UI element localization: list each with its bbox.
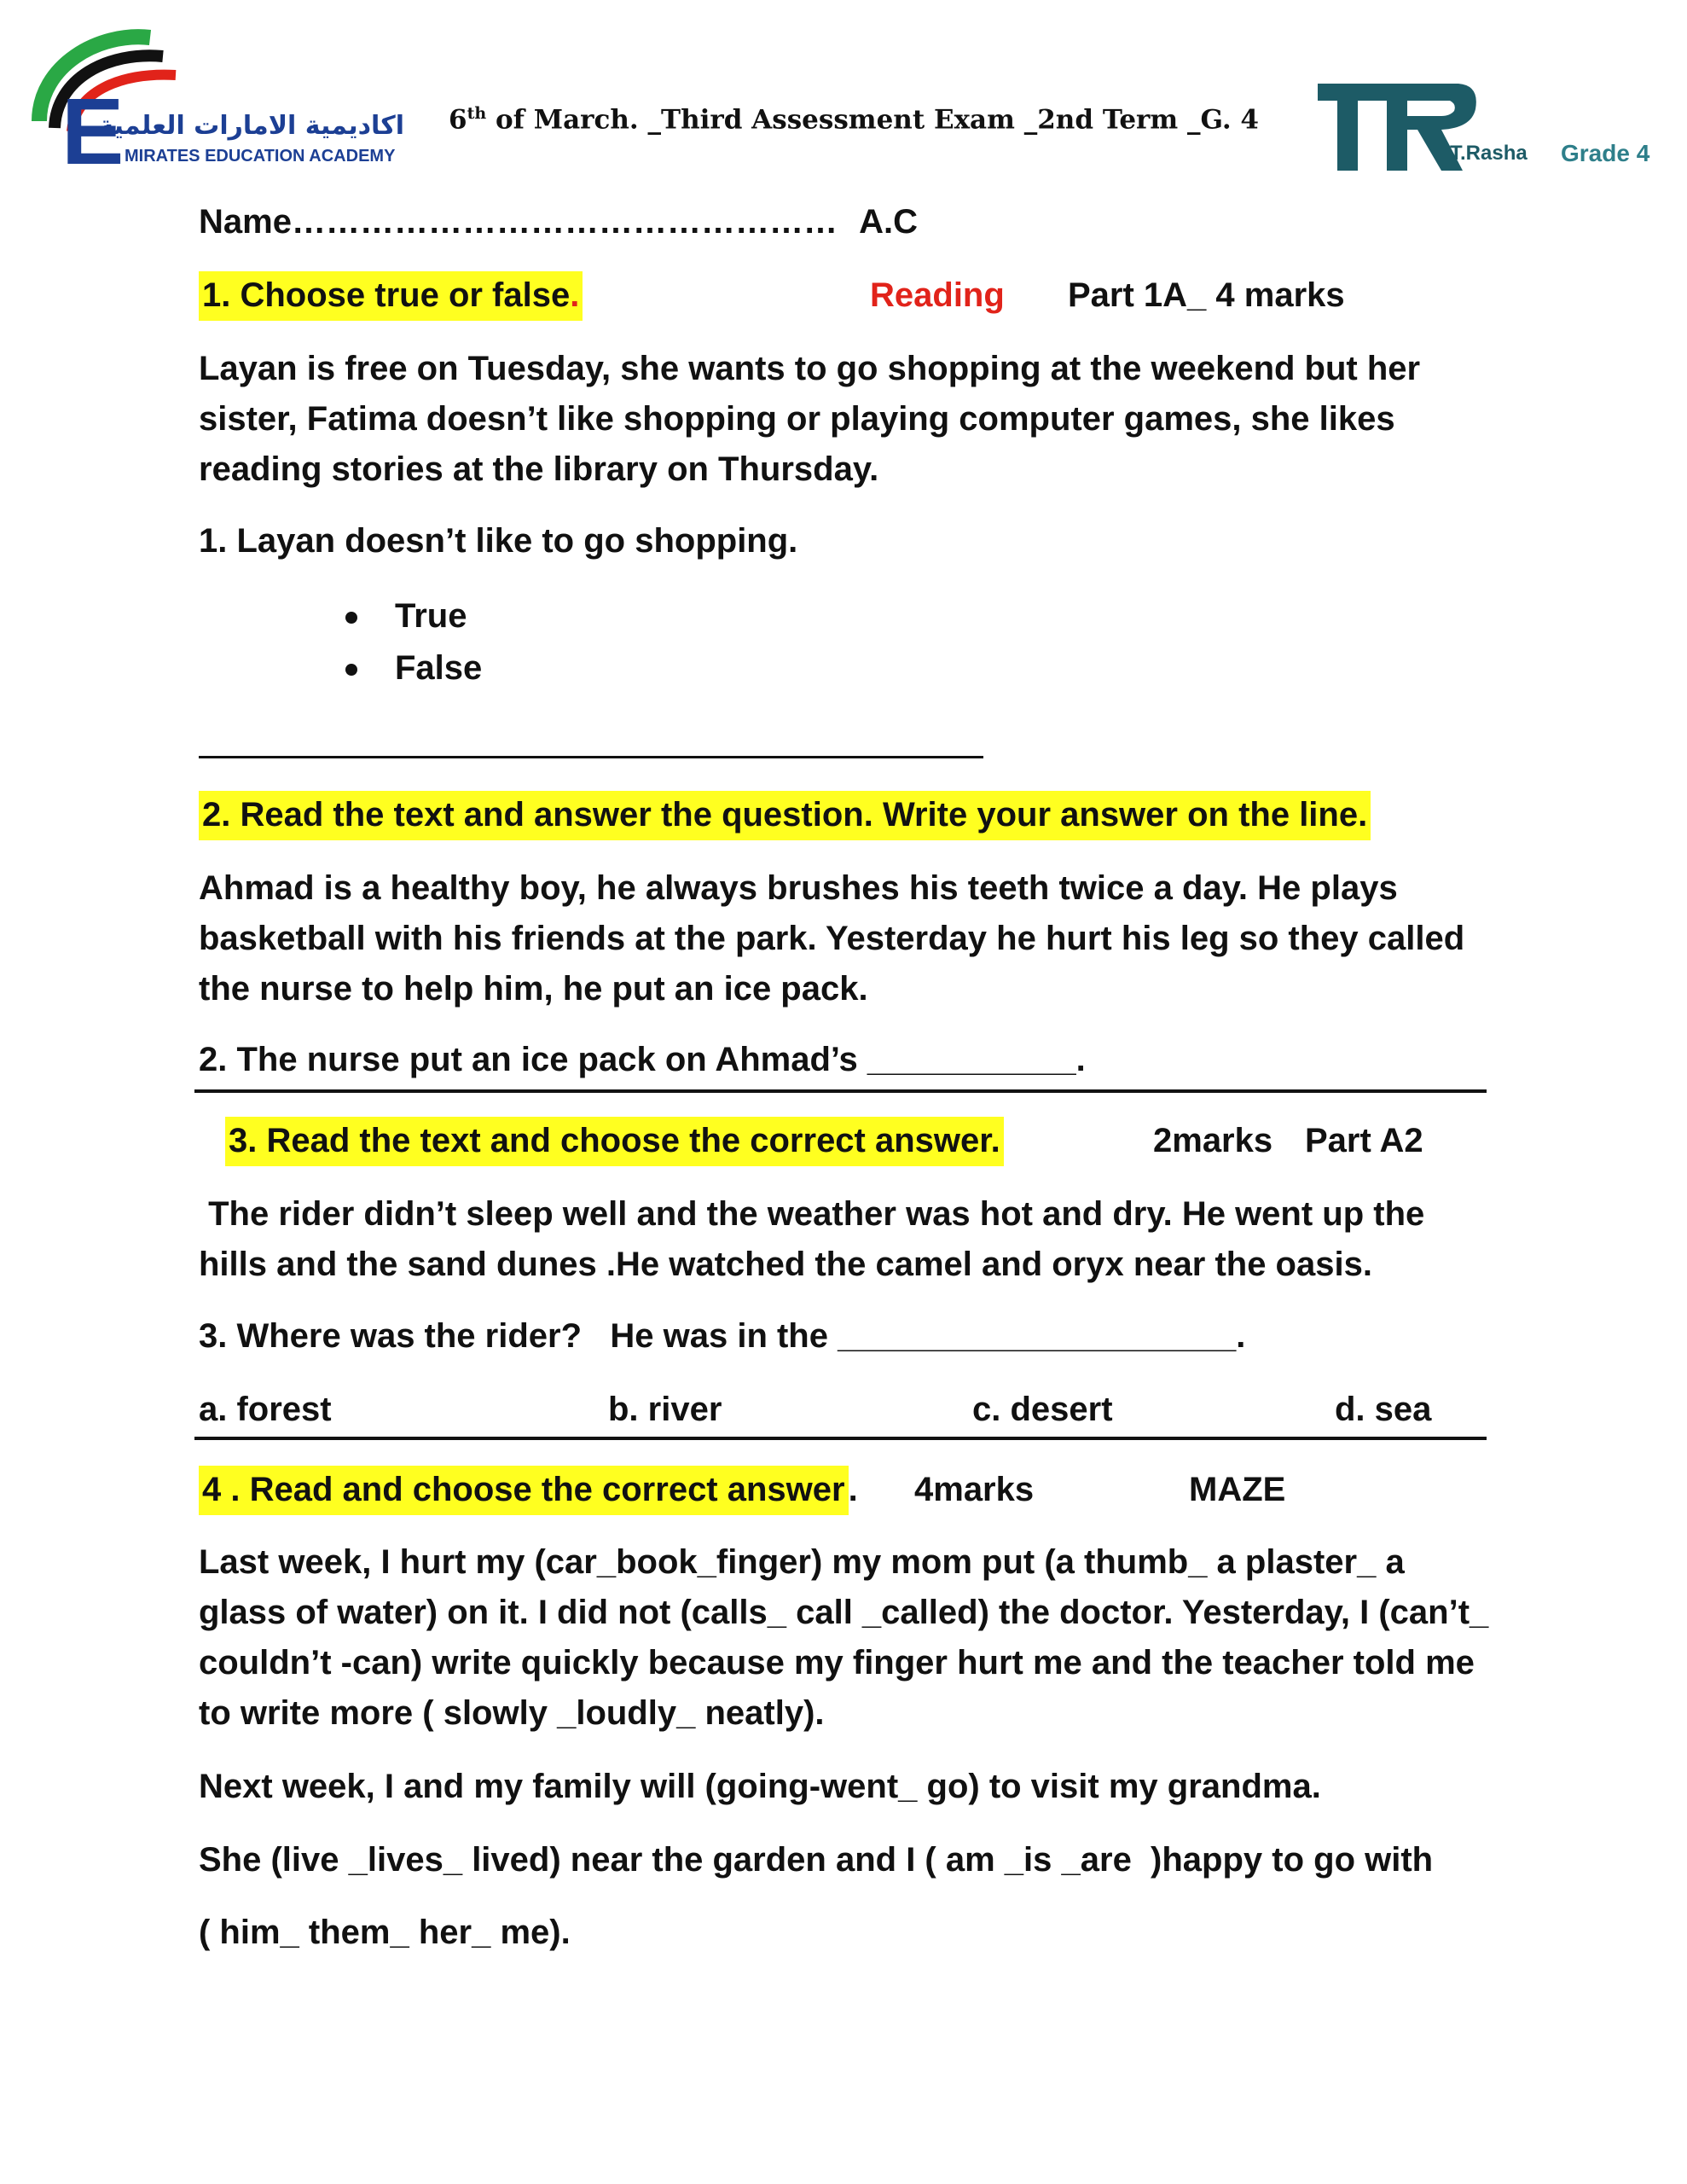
bullet-icon [345,664,357,676]
q4-line-2: Next week, I and my family will (going-went_ go) to visit my grandma. [199,1768,1321,1805]
q2-heading-text: 2. Read the text and answer the question. Write your answer on the line. [199,791,1371,840]
q1-option-false[interactable] [345,651,482,685]
q4-heading-text: 4 . Read and choose the correct answer [199,1466,849,1515]
exam-date-suffix: th [467,104,487,123]
q4-heading-dot: . [848,1471,858,1508]
q1-heading-text: 1. Choose true or false [202,276,571,314]
q1-heading-dot: . [570,276,580,314]
exam-title-text: of March. _Third Assessment Exam _2nd Term _G. 4 [486,104,1259,136]
q1-option-label: True [395,597,467,635]
q4-line-4: ( him_ them_ her_ me). [199,1914,571,1951]
q3-option-b[interactable]: b. river [608,1391,722,1428]
q4-passage: Last week, I hurt my (car_book_finger) my mom put (a thumb_ a plaster_ a glass of water) on it. I did not (calls_ call _called) the doctor. Yesterday, I (can’t_ couldn’t -can) write quickly because my finger hurt me and the teacher told me to write more ( slowly _loudly_ neatly). [199,1543,1489,1732]
q1-question: 1. Layan doesn’t like to go shopping. [199,522,798,560]
q4-part: MAZE [1189,1471,1286,1508]
q3-option-d[interactable]: d. sea [1335,1391,1432,1428]
q4-marks: 4marks [914,1471,1035,1508]
academy-name-arabic: اكاديمية الامارات العلمية [98,111,404,141]
exam-title [449,104,1259,135]
q2-passage: Ahmad is a healthy boy, he always brushes his teeth twice a day. He plays basketball with his friends at the park. Yesterday he hurt his leg so they called the nurse to help him, he put an ice pack. [199,869,1465,1008]
exam-date-day: 6 [449,104,467,136]
name-line [199,205,918,239]
name-label: Name………………………………………… [199,203,838,241]
q3-marks: 2marks [1153,1122,1273,1159]
q3-passage: The rider didn’t sleep well and the weather was hot and dry. He went up the hills and the sand dunes .He watched the camel and oryx near the oasis. [199,1195,1435,1283]
q3-heading [225,1124,1004,1158]
q2-question[interactable]: 2. The nurse put an ice pack on Ahmad’s ___________. [199,1041,1086,1078]
q2-divider [194,1089,1487,1093]
q3-heading-text: 3. Read the text and choose the correct answer. [225,1117,1004,1166]
q3-option-c[interactable]: c. desert [972,1391,1113,1428]
q3-option-a[interactable]: a. forest [199,1391,332,1428]
q3-divider [194,1437,1487,1440]
teacher-name: T.Rasha [1450,142,1528,165]
academy-name-english: MIRATES EDUCATION ACADEMY [125,147,396,166]
teacher-logo [1313,75,1672,186]
q1-divider [199,756,983,758]
grade-label: Grade 4 [1561,140,1650,166]
q1-option-true[interactable] [345,599,467,633]
q1-heading [199,278,583,312]
q4-heading [199,1472,858,1507]
q1-option-label: False [395,649,483,687]
academy-logo-letter: E [61,79,125,184]
q2-heading [199,798,1371,832]
bullet-icon [345,612,357,624]
q1-part-label: Part 1A_ 4 marks [1068,276,1345,314]
q3-question[interactable]: 3. Where was the rider? He was in the _____________________. [199,1317,1246,1355]
academy-logo [22,19,406,184]
q1-passage: Layan is free on Tuesday, she wants to go shopping at the weekend but her sister, Fatima doesn’t like shopping or playing computer games, she likes reading stories at the library on Thursday. [199,350,1421,488]
q4-line-3: She (live _lives_ lived) near the garden and I ( am _is _are )happy to go with [199,1841,1434,1879]
q3-part: Part A2 [1305,1122,1423,1159]
q1-section-label: Reading [870,276,1005,314]
name-answer: A.C [859,203,918,241]
